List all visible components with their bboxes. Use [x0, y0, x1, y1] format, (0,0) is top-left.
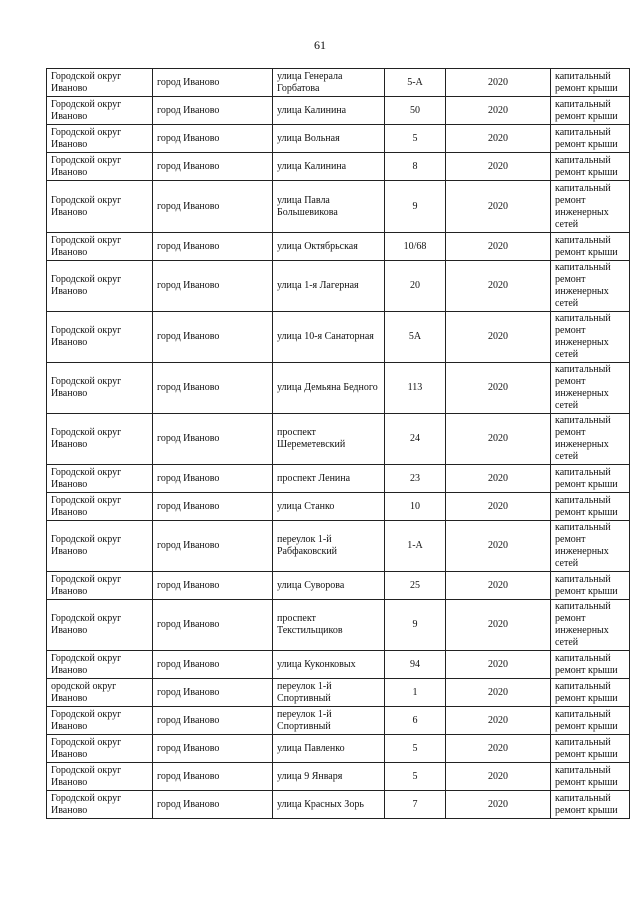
street-cell: переулок 1-й Рабфаковский [273, 521, 385, 572]
house-number-cell: 20 [385, 261, 446, 312]
work-type-cell: капитальный ремонт крыши [551, 763, 630, 791]
district-cell: Городской округ Иваново [47, 791, 153, 819]
street-cell: улица Суворова [273, 572, 385, 600]
city-cell: город Иваново [153, 521, 273, 572]
house-number-cell: 113 [385, 363, 446, 414]
year-cell: 2020 [446, 261, 551, 312]
city-cell: город Иваново [153, 572, 273, 600]
house-number-cell: 6 [385, 707, 446, 735]
street-cell: улица Калинина [273, 153, 385, 181]
district-cell: Городской округ Иваново [47, 707, 153, 735]
house-number-cell: 25 [385, 572, 446, 600]
year-cell: 2020 [446, 233, 551, 261]
district-cell: Городской округ Иваново [47, 261, 153, 312]
district-cell: Городской округ Иваново [47, 521, 153, 572]
district-cell: Городской округ Иваново [47, 493, 153, 521]
table-row [47, 763, 630, 791]
house-number-cell: 23 [385, 465, 446, 493]
table-row [47, 465, 630, 493]
street-cell: улица Станко [273, 493, 385, 521]
work-type-cell: капитальный ремонт крыши [551, 125, 630, 153]
year-cell: 2020 [446, 735, 551, 763]
work-type-cell: капитальный ремонт крыши [551, 233, 630, 261]
table-row [47, 312, 630, 363]
street-cell: улица Вольная [273, 125, 385, 153]
house-number-cell: 24 [385, 414, 446, 465]
year-cell: 2020 [446, 763, 551, 791]
work-type-cell: капитальный ремонт инженерных сетей [551, 414, 630, 465]
house-number-cell: 5 [385, 125, 446, 153]
district-cell: Городской округ Иваново [47, 125, 153, 153]
table-row [47, 414, 630, 465]
street-cell: улица Калинина [273, 97, 385, 125]
street-cell: улица 1-я Лагерная [273, 261, 385, 312]
year-cell: 2020 [446, 414, 551, 465]
city-cell: город Иваново [153, 233, 273, 261]
year-cell: 2020 [446, 465, 551, 493]
work-type-cell: капитальный ремонт инженерных сетей [551, 312, 630, 363]
house-number-cell: 1 [385, 679, 446, 707]
work-type-cell: капитальный ремонт крыши [551, 153, 630, 181]
street-cell: улица Демьяна Бедного [273, 363, 385, 414]
table-row [47, 572, 630, 600]
table-row [47, 493, 630, 521]
table-row [47, 707, 630, 735]
year-cell: 2020 [446, 572, 551, 600]
street-cell: улица Генерала Горбатова [273, 69, 385, 97]
house-number-cell: 5-А [385, 69, 446, 97]
table-row [47, 600, 630, 651]
street-cell: проспект Шереметевский [273, 414, 385, 465]
city-cell: город Иваново [153, 679, 273, 707]
city-cell: город Иваново [153, 707, 273, 735]
city-cell: город Иваново [153, 600, 273, 651]
city-cell: город Иваново [153, 735, 273, 763]
table-row [47, 125, 630, 153]
city-cell: город Иваново [153, 125, 273, 153]
work-type-cell: капитальный ремонт крыши [551, 572, 630, 600]
city-cell: город Иваново [153, 651, 273, 679]
street-cell: улица Павла Большевикова [273, 181, 385, 233]
street-cell: проспект Текстильщиков [273, 600, 385, 651]
house-number-cell: 7 [385, 791, 446, 819]
district-cell: Городской округ Иваново [47, 233, 153, 261]
year-cell: 2020 [446, 181, 551, 233]
work-type-cell: капитальный ремонт инженерных сетей [551, 261, 630, 312]
district-cell: Городской округ Иваново [47, 572, 153, 600]
year-cell: 2020 [446, 679, 551, 707]
work-type-cell: капитальный ремонт инженерных сетей [551, 521, 630, 572]
street-cell: улица 10-я Санаторная [273, 312, 385, 363]
work-type-cell: капитальный ремонт крыши [551, 651, 630, 679]
work-type-cell: капитальный ремонт крыши [551, 791, 630, 819]
house-number-cell: 5А [385, 312, 446, 363]
house-number-cell: 5 [385, 763, 446, 791]
street-cell: проспект Ленина [273, 465, 385, 493]
table-row [47, 181, 630, 233]
year-cell: 2020 [446, 153, 551, 181]
district-cell: Городской округ Иваново [47, 97, 153, 125]
year-cell: 2020 [446, 707, 551, 735]
table-row [47, 679, 630, 707]
work-type-cell: капитальный ремонт крыши [551, 465, 630, 493]
city-cell: город Иваново [153, 69, 273, 97]
year-cell: 2020 [446, 493, 551, 521]
year-cell: 2020 [446, 651, 551, 679]
work-type-cell: капитальный ремонт крыши [551, 679, 630, 707]
work-type-cell: капитальный ремонт крыши [551, 493, 630, 521]
district-cell: Городской округ Иваново [47, 763, 153, 791]
year-cell: 2020 [446, 791, 551, 819]
year-cell: 2020 [446, 69, 551, 97]
district-cell: ородской округ Иваново [47, 679, 153, 707]
table-row [47, 651, 630, 679]
city-cell: город Иваново [153, 465, 273, 493]
street-cell: переулок 1-й Спортивный [273, 707, 385, 735]
table-row [47, 735, 630, 763]
work-type-cell: капитальный ремонт инженерных сетей [551, 363, 630, 414]
district-cell: Городской округ Иваново [47, 69, 153, 97]
house-number-cell: 10 [385, 493, 446, 521]
work-type-cell: капитальный ремонт крыши [551, 69, 630, 97]
house-number-cell: 5 [385, 735, 446, 763]
table-body [47, 69, 630, 819]
year-cell: 2020 [446, 521, 551, 572]
street-cell: улица Куконковых [273, 651, 385, 679]
house-number-cell: 8 [385, 153, 446, 181]
work-type-cell: капитальный ремонт крыши [551, 97, 630, 125]
street-cell: улица Красных Зорь [273, 791, 385, 819]
district-cell: Городской округ Иваново [47, 312, 153, 363]
year-cell: 2020 [446, 125, 551, 153]
city-cell: город Иваново [153, 261, 273, 312]
year-cell: 2020 [446, 312, 551, 363]
district-cell: Городской округ Иваново [47, 651, 153, 679]
street-cell: улица Павленко [273, 735, 385, 763]
table-row [47, 791, 630, 819]
district-cell: Городской округ Иваново [47, 465, 153, 493]
city-cell: город Иваново [153, 363, 273, 414]
table-row [47, 261, 630, 312]
district-cell: Городской округ Иваново [47, 363, 153, 414]
street-cell: улица 9 Января [273, 763, 385, 791]
table-row [47, 97, 630, 125]
table-row [47, 521, 630, 572]
house-number-cell: 10/68 [385, 233, 446, 261]
work-type-cell: капитальный ремонт инженерных сетей [551, 181, 630, 233]
table-row [47, 363, 630, 414]
district-cell: Городской округ Иваново [47, 735, 153, 763]
work-type-cell: капитальный ремонт инженерных сетей [551, 600, 630, 651]
house-number-cell: 9 [385, 600, 446, 651]
city-cell: город Иваново [153, 153, 273, 181]
city-cell: город Иваново [153, 493, 273, 521]
district-cell: Городской округ Иваново [47, 600, 153, 651]
street-cell: улица Октябрьская [273, 233, 385, 261]
page-number: 61 [314, 38, 326, 52]
city-cell: город Иваново [153, 181, 273, 233]
repair-schedule-table [46, 68, 630, 819]
year-cell: 2020 [446, 600, 551, 651]
street-cell: переулок 1-й Спортивный [273, 679, 385, 707]
table-row [47, 233, 630, 261]
city-cell: город Иваново [153, 414, 273, 465]
work-type-cell: капитальный ремонт крыши [551, 707, 630, 735]
house-number-cell: 94 [385, 651, 446, 679]
city-cell: город Иваново [153, 97, 273, 125]
district-cell: Городской округ Иваново [47, 414, 153, 465]
year-cell: 2020 [446, 97, 551, 125]
house-number-cell: 50 [385, 97, 446, 125]
district-cell: Городской округ Иваново [47, 153, 153, 181]
district-cell: Городской округ Иваново [47, 181, 153, 233]
house-number-cell: 9 [385, 181, 446, 233]
year-cell: 2020 [446, 363, 551, 414]
city-cell: город Иваново [153, 763, 273, 791]
house-number-cell: 1-А [385, 521, 446, 572]
table-row [47, 153, 630, 181]
work-type-cell: капитальный ремонт крыши [551, 735, 630, 763]
city-cell: город Иваново [153, 312, 273, 363]
city-cell: город Иваново [153, 791, 273, 819]
table-row [47, 69, 630, 97]
